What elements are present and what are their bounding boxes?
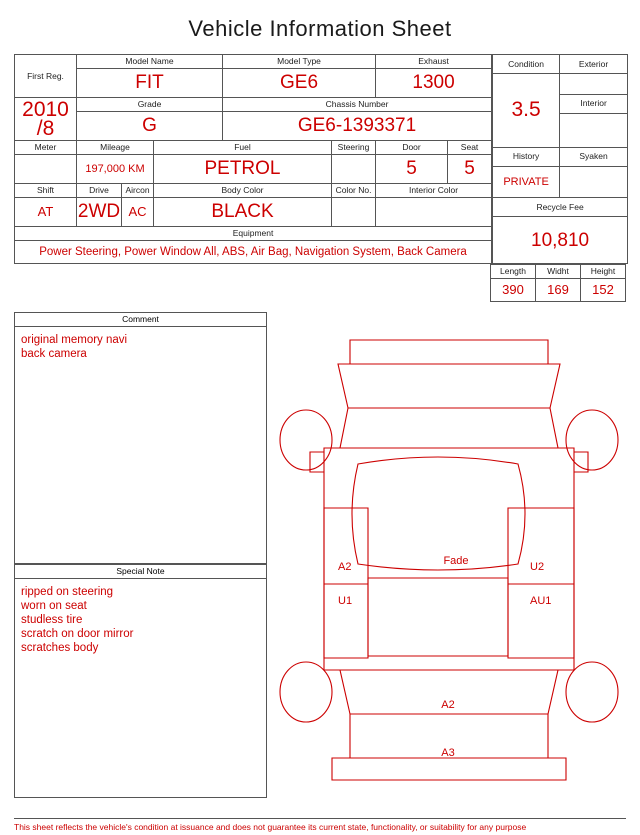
label-drive: Drive [77, 184, 122, 198]
comment-text [15, 327, 266, 361]
label-model-type: Model Type [223, 55, 376, 69]
value-exterior [560, 74, 628, 94]
top-info-block [14, 54, 626, 302]
label-fuel: Fuel [154, 141, 332, 155]
diagram-mark-right-lower: AU1 [530, 595, 552, 607]
value-first-reg-year: 2010 [22, 98, 69, 121]
value-aircon: AC [122, 198, 154, 227]
diagram-mark-center: Fade [443, 555, 469, 567]
page-title: Vehicle Information Sheet [188, 16, 452, 41]
diagram-mark-right-upper: U2 [530, 561, 545, 573]
label-syaken: Syaken [560, 147, 628, 166]
dimensions-table [490, 264, 626, 302]
value-first-reg-month: /8 [36, 117, 55, 140]
value-condition: 3.5 [493, 74, 560, 148]
value-steering [332, 155, 376, 184]
label-model-name: Model Name [77, 55, 223, 69]
label-exhaust: Exhaust [376, 55, 492, 69]
value-door: 5 [376, 155, 448, 184]
value-chassis-number: GE6-1393371 [223, 112, 492, 141]
label-interior-color: Interior Color [376, 184, 492, 198]
label-comment: Comment [15, 313, 266, 327]
vehicle-main-table [14, 54, 492, 264]
label-meter: Meter [15, 141, 77, 155]
label-chassis-number: Chassis Number [223, 98, 492, 112]
lower-block [14, 312, 626, 820]
label-special-note: Special Note [15, 565, 266, 579]
value-width: 169 [536, 279, 581, 302]
value-height: 152 [581, 279, 626, 302]
comment-line: original memory navi [21, 334, 128, 346]
value-meter [15, 155, 77, 184]
value-drive: 2WD [77, 198, 122, 227]
label-steering: Steering [332, 141, 376, 155]
label-grade: Grade [77, 98, 223, 112]
label-width: Widht [536, 265, 581, 279]
label-height: Height [581, 265, 626, 279]
footer-disclaimer: This sheet reflects the vehicle's condition at issuance and does not guarantee its current state, functionality, or suitability for any purpose [14, 818, 626, 832]
label-color-no: Color No. [332, 184, 376, 198]
value-mileage: 197,000 KM [77, 155, 154, 184]
value-color-no [332, 198, 376, 227]
label-exterior: Exterior [560, 55, 628, 74]
value-equipment: Power Steering, Power Window All, ABS, Air Bag, Navigation System, Back Camera [15, 241, 492, 264]
value-history: PRIVATE [493, 166, 560, 197]
value-model-name: FIT [77, 69, 223, 98]
value-seat: 5 [448, 155, 492, 184]
diagram-mark-rear-upper: A2 [441, 699, 455, 711]
label-length: Length [491, 265, 536, 279]
special-note-text [15, 579, 266, 655]
value-interior [560, 113, 628, 147]
value-first-reg [15, 98, 77, 141]
label-first-reg: First Reg. [15, 55, 77, 98]
label-aircon: Aircon [122, 184, 154, 198]
value-grade: G [77, 112, 223, 141]
value-interior-color [376, 198, 492, 227]
diagram-mark-left-lower: U1 [338, 595, 353, 607]
label-history: History [493, 147, 560, 166]
label-recycle-fee: Recycle Fee [493, 198, 628, 217]
vehicle-condition-table [492, 54, 628, 264]
label-body-color: Body Color [154, 184, 332, 198]
value-fuel: PETROL [154, 155, 332, 184]
special-note-panel [14, 564, 267, 798]
special-note-line: scratches body [21, 642, 99, 654]
vehicle-damage-diagram [272, 312, 626, 802]
special-note-line: studless tire [21, 614, 83, 626]
value-body-color: BLACK [154, 198, 332, 227]
label-interior: Interior [560, 94, 628, 113]
special-note-line: ripped on steering [21, 586, 114, 598]
label-shift: Shift [15, 184, 77, 198]
label-door: Door [376, 141, 448, 155]
value-syaken [560, 166, 628, 197]
value-model-type: GE6 [223, 69, 376, 98]
label-equipment: Equipment [15, 227, 492, 241]
label-seat: Seat [448, 141, 492, 155]
comment-panel [14, 312, 267, 564]
comment-line: back camera [21, 348, 87, 360]
label-mileage: Mileage [77, 141, 154, 155]
special-note-line: worn on seat [21, 600, 87, 612]
special-note-line: scratch on door mirror [21, 628, 134, 640]
diagram-mark-rear-lower: A3 [441, 747, 455, 759]
value-length: 390 [491, 279, 536, 302]
label-condition: Condition [493, 55, 560, 74]
value-recycle-fee: 10,810 [493, 217, 628, 264]
value-exhaust: 1300 [376, 69, 492, 98]
value-shift: AT [15, 198, 77, 227]
diagram-mark-left-upper: A2 [338, 561, 352, 573]
